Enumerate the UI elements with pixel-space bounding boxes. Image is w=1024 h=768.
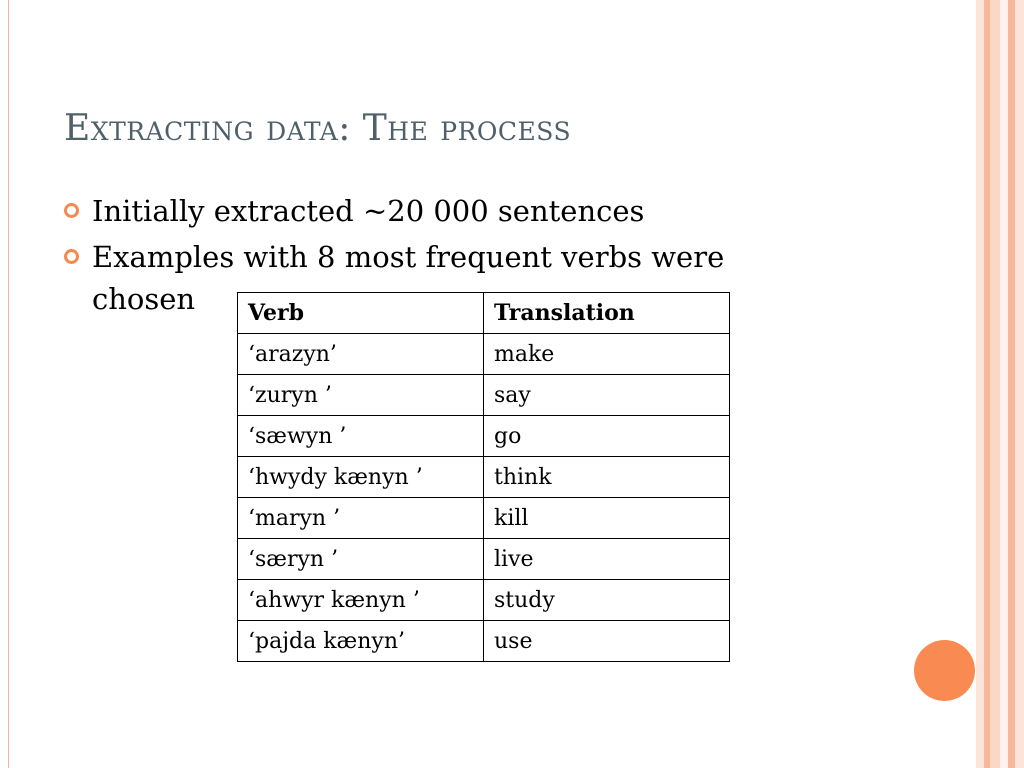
table-row [238,416,730,457]
bullet-text: Examples with 8 most frequent verbs were chosen [92,240,725,316]
header-translation: Translation [484,293,730,334]
header-verb: Verb [238,293,484,334]
verb-cell: ‘pajda kænyn’ [238,621,484,662]
translation-cell: go [484,416,730,457]
translation-cell: say [484,375,730,416]
table-header-row [238,293,730,334]
verbs-table [237,292,730,662]
translation-cell: kill [484,498,730,539]
circle-bullet-icon [64,203,79,218]
verb-cell: ‘maryn ’ [238,498,484,539]
table-row [238,375,730,416]
translation-cell: study [484,580,730,621]
bullet-item [62,190,792,232]
left-border-line [8,0,9,768]
translation-cell: live [484,539,730,580]
decorative-stripes [976,0,1024,768]
table-row [238,621,730,662]
slide-title: Extracting data: The process [64,108,572,149]
translation-cell: make [484,334,730,375]
translation-cell: use [484,621,730,662]
table-row [238,457,730,498]
translation-cell: think [484,457,730,498]
verb-cell: ‘ahwyr kænyn ’ [238,580,484,621]
verb-cell: ‘hwydy kænyn ’ [238,457,484,498]
circle-bullet-icon [64,249,79,264]
bullet-text: Initially extracted ~20 000 sentences [92,194,645,228]
orange-circle-decoration [914,640,975,701]
verb-cell: ‘zuryn ’ [238,375,484,416]
verb-cell: ‘særyn ’ [238,539,484,580]
verb-cell: ‘arazyn’ [238,334,484,375]
verb-cell: ‘sæwyn ’ [238,416,484,457]
table-row [238,498,730,539]
table-row [238,580,730,621]
table-row [238,334,730,375]
table-row [238,539,730,580]
